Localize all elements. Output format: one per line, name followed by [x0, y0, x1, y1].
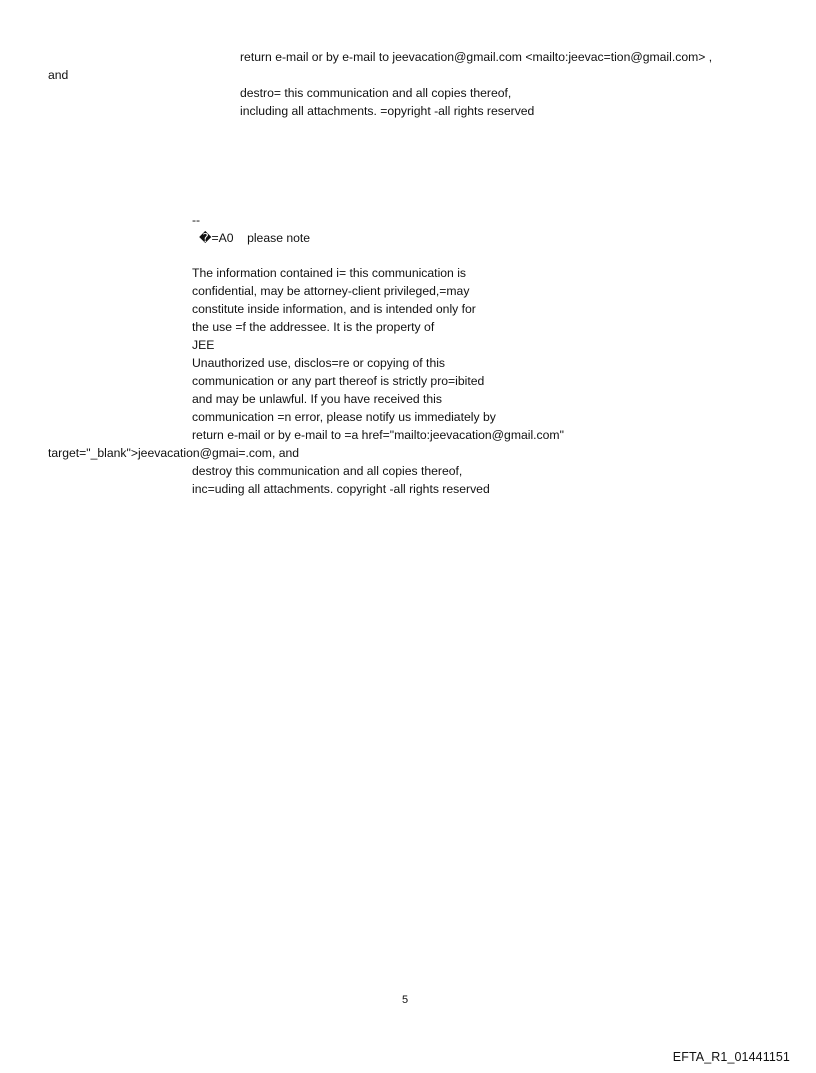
- notice-line: communication =n error, please notify us immediately by: [192, 410, 496, 424]
- disclaimer-line-3: destro= this communication and all copies thereof,: [240, 86, 512, 100]
- please-note-line: �=A0 please note: [199, 231, 311, 245]
- notice-line: and may be unlawful. If you have received this: [192, 392, 442, 406]
- notice-line: confidential, may be attorney-client privileged,=may: [192, 284, 470, 298]
- notice-line: JEE: [192, 338, 215, 352]
- notice-line: inc=uding all attachments. copyright -all rights reserved: [192, 482, 490, 496]
- notice-line: the use =f the addressee. It is the property of: [192, 320, 435, 334]
- notice-line: target="_blank">jeevacation@gmai=.com, and: [48, 446, 300, 460]
- notice-line: destroy this communication and all copies thereof,: [192, 464, 463, 478]
- disclaimer-line-4: including all attachments. =opyright -all rights reserved: [240, 104, 535, 118]
- disclaimer-line-1: return e-mail or by e-mail to jeevacation@gmail.com <mailto:jeevac=tion@gmail.com> ,: [240, 50, 713, 64]
- page-number: 5: [402, 994, 409, 1006]
- bates-number: EFTA_R1_01441151: [672, 1050, 790, 1064]
- notice-line: constitute inside information, and is intended only for: [192, 302, 476, 316]
- notice-line: communication or any part thereof is strictly pro=ibited: [192, 374, 485, 388]
- signature-separator: --: [192, 213, 201, 227]
- notice-line: Unauthorized use, disclos=re or copying of this: [192, 356, 446, 370]
- disclaimer-line-2: and: [48, 68, 69, 82]
- notice-line: return e-mail or by e-mail to =a href="mailto:jeevacation@gmail.com": [192, 428, 564, 442]
- notice-line: The information contained i= this communication is: [192, 266, 467, 280]
